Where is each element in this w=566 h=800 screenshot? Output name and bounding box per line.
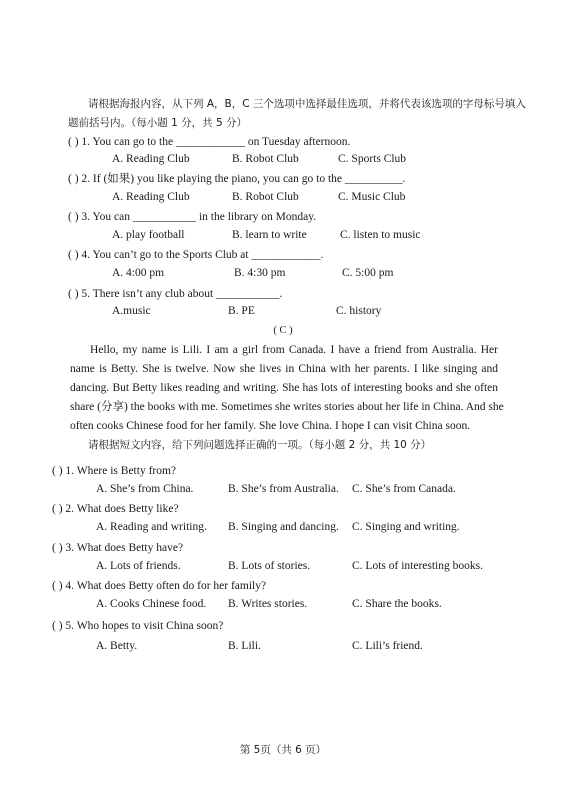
question-b1 — [68, 135, 350, 149]
option-b: B. learn to write — [232, 229, 307, 241]
question-c3 — [52, 541, 183, 555]
answer-bracket[interactable]: ( ) — [68, 173, 79, 185]
option-a: A. Betty. — [96, 640, 138, 652]
section-b-instruction-line1: 请根据海报内容，从下列 A，B，C 三个选项中选择最佳选项，并将代表该选项的字母标号填入 — [88, 98, 526, 110]
option-c: C. listen to music — [340, 229, 421, 241]
option-c: C. She’s from Canada. — [352, 483, 456, 495]
question-b4 — [68, 248, 323, 262]
answer-bracket[interactable]: ( ) — [52, 620, 63, 632]
question-text: 1. Where is Betty from? — [65, 465, 177, 477]
option-b: B. Writes stories. — [228, 598, 308, 610]
question-text: 5. There isn’t any club about ___________. — [81, 288, 283, 300]
option-a: A. Reading Club — [112, 153, 190, 165]
question-c2 — [52, 502, 179, 516]
option-c: C. Lili’s friend. — [352, 640, 423, 652]
question-text: 4. You can’t go to the Sports Club at ____________. — [81, 249, 324, 261]
option-a: A. Lots of friends. — [96, 560, 181, 572]
question-b3 — [68, 210, 316, 224]
question-text: 2. What does Betty like? — [65, 503, 179, 515]
answer-bracket[interactable]: ( ) — [68, 288, 79, 300]
answer-bracket[interactable]: ( ) — [52, 580, 63, 592]
option-a: A. She’s from China. — [96, 483, 194, 495]
option-b: B. Robot Club — [232, 191, 299, 203]
answer-bracket[interactable]: ( ) — [52, 542, 63, 554]
answer-bracket[interactable]: ( ) — [68, 211, 79, 223]
section-c-instruction: 请根据短文内容，给下列问题选择正确的一项。（每小题 2 分，共 10 分） — [88, 439, 432, 451]
option-a: A. Reading Club — [112, 191, 190, 203]
option-a: A. Reading and writing. — [96, 521, 207, 533]
option-b: B. Robot Club — [232, 153, 299, 165]
answer-bracket[interactable]: ( ) — [52, 465, 63, 477]
option-b: B. Singing and dancing. — [228, 521, 339, 533]
question-text: 3. What does Betty have? — [65, 542, 184, 554]
question-b2 — [68, 172, 405, 186]
option-b: B. Lili. — [228, 640, 261, 652]
passage-line: dancing. But Betty likes reading and writing. She has lots of interesting books and she often — [70, 382, 498, 394]
option-a: A. Cooks Chinese food. — [96, 598, 207, 610]
passage-line: often cooks Chinese food for her family. She love China. I hope I can visit China soon. — [70, 420, 471, 432]
option-c: C. Share the books. — [352, 598, 442, 610]
question-text: 1. You can go to the ____________ on Tuesday afternoon. — [81, 136, 351, 148]
page-footer: 第 5页（共 6 页） — [239, 744, 327, 756]
option-a: A.music — [112, 305, 151, 317]
answer-bracket[interactable]: ( ) — [68, 136, 79, 148]
passage-line: share (分享) the books with me. Sometimes she writes stories about her life in China. And she — [70, 401, 504, 413]
question-text: 2. If (如果) you like playing the piano, you can go to the __________. — [81, 173, 406, 185]
option-c: C. Sports Club — [338, 153, 407, 165]
option-b: B. 4:30 pm — [234, 267, 286, 279]
question-c4 — [52, 579, 266, 593]
option-b: B. She’s from Australia. — [228, 483, 339, 495]
option-b: B. Lots of stories. — [228, 560, 311, 572]
option-b: B. PE — [228, 305, 255, 317]
passage-line: name is Betty. She is twelve. Now she lives in China with her parents. I like singing and — [70, 363, 498, 375]
question-text: 3. You can ___________ in the library on Monday. — [81, 211, 317, 223]
option-a: A. 4:00 pm — [112, 267, 165, 279]
question-c1 — [52, 464, 176, 478]
answer-bracket[interactable]: ( ) — [52, 503, 63, 515]
section-b-instruction-line2: 题前括号内。（每小题 1 分，共 5 分） — [68, 117, 247, 129]
option-c: C. Lots of interesting books. — [352, 560, 483, 572]
option-c: C. history — [336, 305, 382, 317]
question-text: 4. What does Betty often do for her family? — [65, 580, 267, 592]
option-a: A. play football — [112, 229, 185, 241]
option-c: C. Singing and writing. — [352, 521, 460, 533]
question-text: 5. Who hopes to visit China soon? — [65, 620, 224, 632]
passage-line: Hello, my name is Lili. I am a girl from Canada. I have a friend from Australia. Her — [90, 344, 498, 356]
question-b5 — [68, 287, 282, 301]
section-c-heading: ( C ) — [273, 325, 293, 336]
option-c: C. 5:00 pm — [342, 267, 394, 279]
answer-bracket[interactable]: ( ) — [68, 249, 79, 261]
option-c: C. Music Club — [338, 191, 406, 203]
question-c5 — [52, 619, 223, 633]
